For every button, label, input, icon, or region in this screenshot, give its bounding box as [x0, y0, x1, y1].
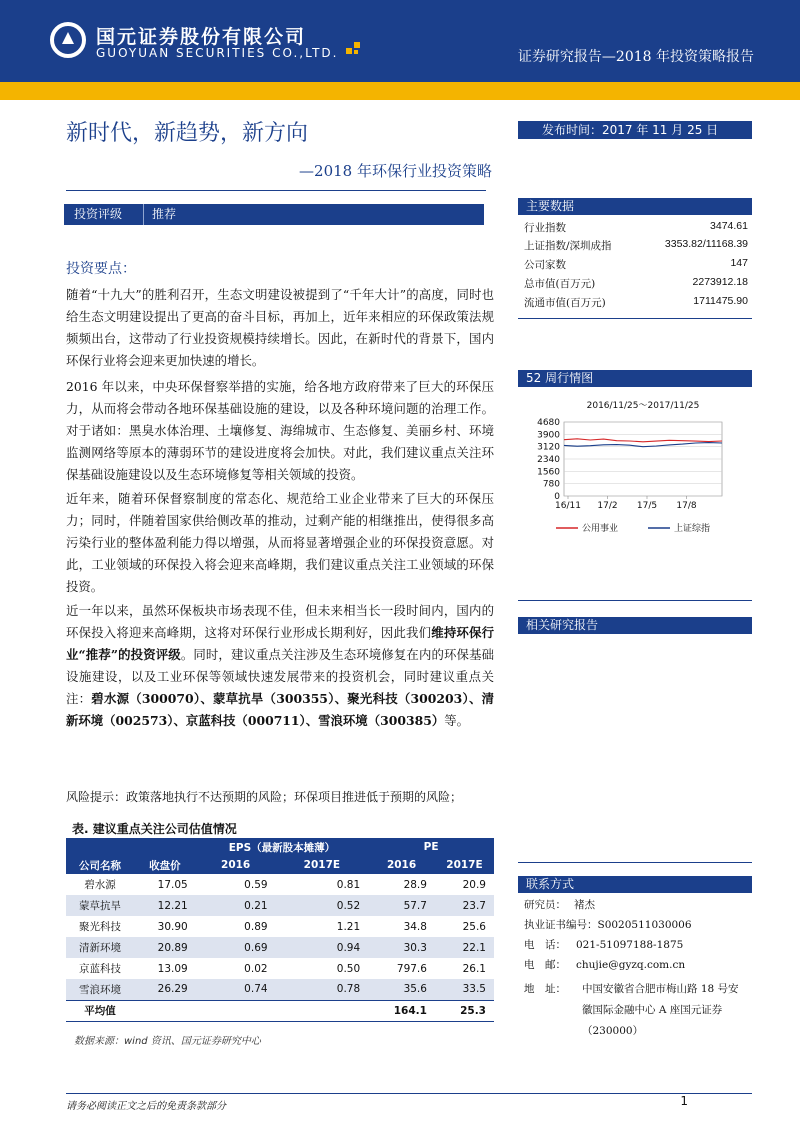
- paragraph-1: 随着“十九大”的胜利召开，生态文明建设被提到了“千年大计”的高度，同时也给生态文明建设提出了更高的奋斗目标，再加上，近年来相应的环保政策法规频频出台，这带动了行业投资规模持续增长。因此，在新时代的背景下，国内环保行业将会迎来更加快速的增长。: [66, 287, 494, 368]
- p4-text-c: 。同时，建议重点关注涉及生态环境修复在内的环保基础设施建设，以及工业环保等领域快速发展带来的投资机会，同时建议重点关注：: [66, 647, 494, 706]
- page-title: 新时代，新趋势，新方向: [66, 121, 309, 146]
- cell: 12.21: [134, 895, 196, 916]
- cell: 35.6: [368, 979, 435, 1000]
- table-row: [66, 937, 494, 958]
- cell: 0.69: [196, 937, 276, 958]
- kv-value: 3353.82/11168.39: [664, 238, 748, 250]
- cell: 0.52: [276, 895, 369, 916]
- p4-text-a: 近一年以来，虽然环保板块市场表现不佳，但未来相当长一段时间内，国内的环保投入将迎来高峰期，这将对环保行业形成长期利好，因此我们: [66, 603, 494, 640]
- page-number: 1: [680, 1094, 688, 1108]
- page-subtitle: —2018 年环保行业投资策略: [299, 162, 492, 180]
- chart-y-tick-label: 3900: [537, 430, 560, 441]
- kv-key: 公司家数: [524, 259, 566, 271]
- cell: 0.74: [196, 979, 276, 1000]
- cell: 平均值: [66, 1000, 134, 1021]
- col-header: 2017E: [435, 856, 494, 874]
- chart-x-tick-label: 17/2: [597, 501, 618, 511]
- cell: 25.6: [462, 920, 486, 933]
- table-row: [66, 979, 494, 1000]
- cell: 0.59: [244, 878, 268, 891]
- footer-divider: [66, 1093, 752, 1094]
- chart-heading: 52 周行情图: [518, 370, 752, 387]
- table-avg-row: [66, 1000, 494, 1021]
- col-header: 公司名称: [66, 856, 134, 874]
- kv-key: 流通市值(百万元): [524, 297, 606, 309]
- col-header: 收盘价: [134, 856, 196, 874]
- cell: 26.29: [134, 979, 196, 1000]
- cell: 0.89: [244, 920, 268, 933]
- p4-stock-list: 碧水源（300070）、蒙草抗旱（300355）、聚光科技（300203）、清新环境（002573）、京蓝科技（000711）、雪浪环境（300385）: [66, 691, 494, 728]
- cell: 0.94: [276, 937, 369, 958]
- contact-label: 地 址：: [524, 983, 566, 995]
- contact-address-row: [524, 979, 739, 1042]
- contact-label: 电 话：: [524, 939, 566, 951]
- company-name-en: GUOYUAN SECURITIES CO.,LTD.: [96, 46, 339, 60]
- p4-rating-emphasis: 维持环保行业“推荐”的投资评级: [66, 625, 495, 662]
- cell: 28.9: [403, 878, 427, 891]
- contact-heading: 联系方式: [518, 876, 752, 893]
- kv-value: 147: [730, 257, 748, 269]
- company-logo-icon: [50, 22, 86, 58]
- col-header: 2016: [368, 856, 435, 874]
- cell: 33.5: [435, 979, 494, 1000]
- key-points-heading: 投资要点：: [66, 261, 136, 277]
- cell: 1.21: [336, 920, 361, 933]
- table-source: 数据来源：wind 资讯、国元证券研究中心: [74, 1036, 261, 1047]
- cell: 0.50: [336, 962, 361, 975]
- cell: 20.89: [134, 937, 196, 958]
- chart-x-tick-label: 17/8: [676, 501, 697, 511]
- kv-key: 总市值(百万元): [524, 278, 596, 290]
- chart-x-tick-label: 16/11: [555, 501, 581, 511]
- cell: 聚光科技: [79, 921, 122, 933]
- cell: 雪浪环境: [66, 979, 134, 1000]
- paragraph-2: 2016 年以来，中央环保督察举措的实施，给各地方政府带来了巨大的环保压力，从而将会带动各地环保基础设施的建设，以及各种环境问题的治理工作。对于诸如：黑臭水体治理、土壤修复、海绵城市、生态修复、美丽乡村、环境监测网络等原本的薄弱环节的建设进度将会加快。对此，我们建议重点关注环保基础设施建设以及生态环境修复等相关领域的投资。: [66, 379, 494, 482]
- cell: [196, 1000, 276, 1021]
- table-row: [66, 874, 494, 895]
- cell: 797.6: [396, 962, 427, 975]
- report-header: [0, 0, 800, 82]
- contact-cert: [524, 917, 692, 932]
- company-name-cn: 国元证券股份有限公司: [96, 26, 307, 48]
- related-heading: 相关研究报告: [518, 617, 752, 634]
- chart-legend-label: 公用事业: [582, 524, 619, 534]
- main-data-row: [524, 220, 748, 235]
- paragraph-4: [66, 600, 494, 732]
- table-title: 表. 建议重点关注公司估值情况: [72, 822, 237, 836]
- table-row: [66, 916, 494, 937]
- contact-value: 褚杰: [574, 899, 595, 911]
- weekly-chart: [520, 392, 750, 542]
- contact-value: S0020511030006: [597, 919, 692, 931]
- cell: [134, 1000, 196, 1021]
- title-divider: [66, 190, 486, 191]
- cell: 23.7: [435, 895, 494, 916]
- chart-series-line-1: [564, 443, 722, 447]
- related-divider: [518, 862, 752, 863]
- table-group-blank: [66, 838, 196, 856]
- cell: 蒙草抗旱: [66, 895, 134, 916]
- cell: 13.09: [157, 962, 188, 975]
- chart-y-tick-label: 0: [554, 492, 560, 502]
- chart-y-tick-label: 780: [542, 479, 560, 490]
- risk-note: 风险提示：政策落地执行不达预期的风险；环保项目推进低于预期的风险；: [66, 790, 463, 804]
- contact-value: 021-51097188-1875: [576, 939, 684, 951]
- cell: 0.81: [336, 878, 361, 891]
- cell: [276, 1000, 369, 1021]
- publish-date: 发布时间：2017 年 11 月 25 日: [518, 121, 752, 139]
- contact-address: [524, 979, 739, 1042]
- cell: 57.7: [368, 895, 435, 916]
- table-group-pe: PE: [368, 838, 494, 856]
- contact-phone: [524, 937, 683, 952]
- rating-value: 推荐: [152, 207, 177, 221]
- cell: 0.02: [244, 962, 268, 975]
- cell: 30.90: [157, 920, 188, 933]
- cell: 碧水源: [84, 879, 116, 891]
- main-data-divider: [518, 318, 752, 319]
- kv-value: 3474.61: [710, 220, 748, 232]
- cell: 30.3: [368, 937, 435, 958]
- chart-y-tick-label: 4680: [537, 418, 560, 428]
- main-data-heading: 主要数据: [518, 198, 752, 215]
- contact-label: 研究员：: [524, 899, 566, 911]
- chart-title: 2016/11/25～2017/11/25: [586, 401, 700, 411]
- main-data-row: [524, 257, 748, 272]
- cell: 164.1: [368, 1000, 435, 1021]
- cell: 0.78: [276, 979, 369, 1000]
- paragraph-3: 近年来，随着环保督察制度的常态化、规范给工业企业带来了巨大的环保压力；同时，伴随着国家供给侧改革的推动，过剩产能的相继推出，使得很多高污染行业的整体盈利能力得以增强，从而将显著增强企业的环保投资意愿。对此，工业领域的环保投入将会迎来高峰期，我们建议重点关注工业领域的环保投资。: [66, 491, 494, 594]
- chart-series-line-0: [564, 439, 722, 442]
- valuation-table: [66, 838, 494, 1022]
- chart-y-tick-label: 1560: [537, 467, 560, 478]
- kv-key: 行业指数: [524, 222, 566, 234]
- kv-value: 1711475.90: [693, 295, 748, 307]
- contact-label: 电 邮：: [524, 959, 566, 971]
- main-data-row: [524, 238, 748, 253]
- table-row: [66, 895, 494, 916]
- cell: 清新环境: [66, 937, 134, 958]
- cell: 京蓝科技: [79, 963, 122, 975]
- contact-value: chujie@gyzq.com.cn: [576, 959, 686, 971]
- cell: 26.1: [462, 962, 486, 975]
- kv-value: 2273912.18: [692, 276, 748, 288]
- chart-legend-label: 上证综指: [674, 524, 711, 534]
- cell: 25.3: [435, 1000, 494, 1021]
- logo-dots-icon: [342, 38, 382, 58]
- contact-email: [524, 957, 685, 972]
- rating-label: 投资评级: [64, 204, 144, 225]
- rating-bar: [64, 204, 484, 225]
- contact-analyst: [524, 897, 595, 912]
- cell: 20.9: [462, 878, 486, 891]
- header-accent-band: [0, 82, 800, 100]
- kv-key: 上证指数/深圳成指: [524, 240, 612, 252]
- col-header: 2017E: [276, 856, 369, 874]
- col-header: 2016: [196, 856, 276, 874]
- contact-value: 中国安徽省合肥市梅山路 18 号安: [582, 983, 739, 995]
- contact-address-lines: [582, 979, 739, 1042]
- table-group-header: [66, 838, 494, 856]
- report-type: 证券研究报告—2018 年投资策略报告: [517, 49, 754, 65]
- contact-value: （230000）: [582, 1025, 644, 1037]
- table-row: [66, 958, 494, 979]
- main-data-row: [524, 295, 748, 310]
- contact-value: 徽国际金融中心 A 座国元证券: [582, 1004, 723, 1016]
- cell: 22.1: [435, 937, 494, 958]
- chart-y-tick-label: 2340: [537, 455, 560, 465]
- table-header-row: [66, 856, 494, 874]
- chart-y-tick-label: 3120: [537, 442, 560, 453]
- p4-text-e: 等。: [444, 713, 469, 728]
- chart-x-tick-label: 17/5: [636, 501, 658, 511]
- footer-disclaimer: 请务必阅读正文之后的免责条款部分: [66, 1101, 226, 1112]
- cell: 34.8: [403, 920, 427, 933]
- chart-divider: [518, 600, 752, 601]
- cell: 17.05: [157, 878, 188, 891]
- cell: 0.21: [196, 895, 276, 916]
- table-group-eps: EPS（最新股本摊薄）: [196, 838, 368, 856]
- main-data-row: [524, 276, 748, 291]
- contact-label: 执业证书编号：: [524, 919, 598, 931]
